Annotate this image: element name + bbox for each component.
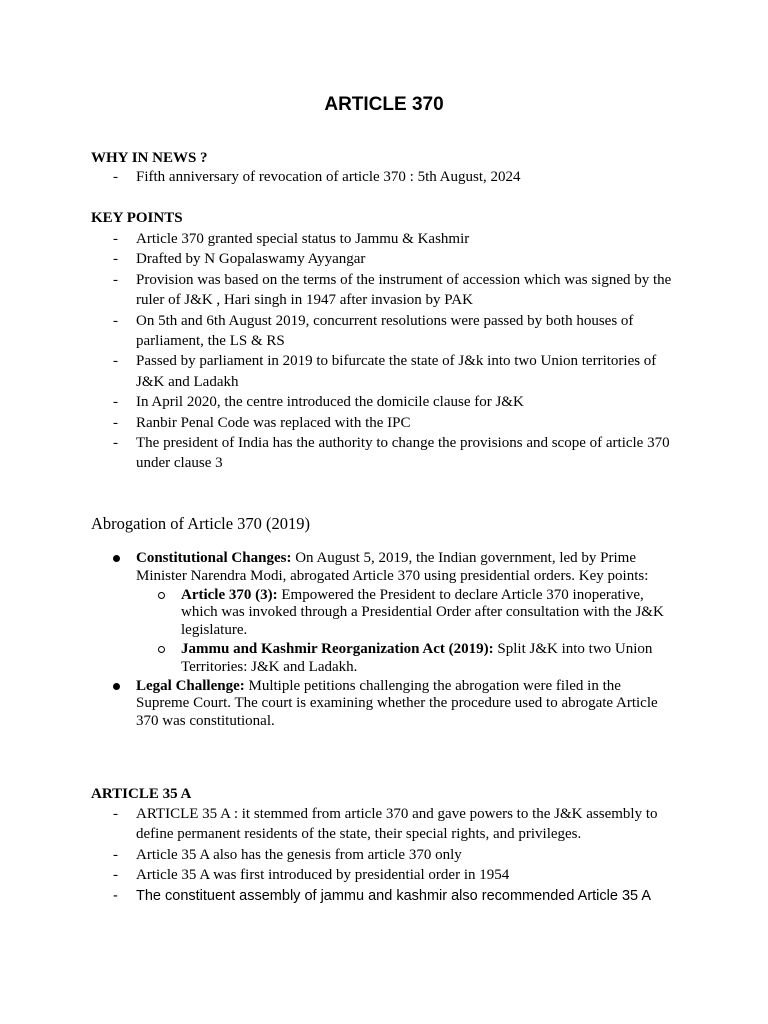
list-item: - On 5th and 6th August 2019, concurrent resolutions were passed by both houses of parliament, the LS & RS — [0, 311, 676, 352]
list-item: - The president of India has the authority to change the provisions and scope of article 370 under clause 3 — [0, 433, 676, 474]
list-item: - ARTICLE 35 A : it stemmed from article 370 and gave powers to the J&K assembly to define permanent residents of the state, their special rights, and privileges. — [0, 804, 676, 845]
item-text: Split J&K into two Union Territories: J&K and Ladakh. — [181, 640, 653, 675]
why-in-news-heading: WHY IN NEWS ? — [91, 150, 208, 166]
list-item: - Fifth anniversary of revocation of article 370 : 5th August, 2024 — [0, 167, 676, 187]
why-in-news-list — [0, 167, 768, 187]
key-points-list — [0, 229, 768, 474]
item-text: On August 5, 2019, the Indian government, led by Prime Minister Narendra Modi, abrogated Article 370 using presidential orders. Key points: — [136, 550, 649, 584]
list-item-constitutional-changes — [0, 550, 666, 586]
item-label: Article 370 (3): — [181, 586, 278, 603]
list-item: - Passed by parliament in 2019 to bifurcate the state of J&k into two Union territories of J&K and Ladakh — [0, 351, 676, 392]
item-label: Legal Challenge: — [136, 677, 245, 694]
list-item-legal-challenge — [0, 678, 666, 731]
bullet-dot-icon — [113, 683, 120, 690]
list-item: - The constituent assembly of jammu and kashmir also recommended Article 35 A — [0, 886, 676, 906]
article-35a-heading: ARTICLE 35 A — [91, 786, 192, 802]
item-label: Jammu and Kashmir Reorganization Act (2019): — [181, 640, 494, 657]
bullet-circle-icon — [158, 646, 165, 653]
list-item: - Drafted by N Gopalaswamy Ayyangar — [0, 249, 676, 269]
sub-item-article-370-3 — [0, 587, 671, 640]
bullet-dot-icon — [113, 555, 120, 562]
article-35a-list — [0, 804, 768, 906]
sub-item-reorganization-act — [0, 641, 671, 677]
bullet-circle-icon — [158, 592, 165, 599]
list-item: - Article 370 granted special status to Jammu & Kashmir — [0, 229, 676, 249]
list-item: - In April 2020, the centre introduced the domicile clause for J&K — [0, 392, 676, 412]
list-item: - Article 35 A also has the genesis from article 370 only — [0, 845, 676, 865]
key-points-heading: KEY POINTS — [91, 210, 183, 226]
abrogation-list — [0, 550, 768, 732]
list-item: - Ranbir Penal Code was replaced with the IPC — [0, 413, 676, 433]
abrogation-heading: Abrogation of Article 370 (2019) — [91, 514, 311, 533]
list-item: - Article 35 A was first introduced by presidential order in 1954 — [0, 865, 676, 885]
item-text: Empowered the President to declare Article 370 inoperative, which was invoked through a Presidential Order after consultation with the J&K legislature. — [181, 586, 664, 639]
item-text: Multiple petitions challenging the abrogation were filed in the Supreme Court. The court is examining whether the procedure used to abrogate Article 370 was constitutional. — [136, 677, 658, 730]
page-title: ARTICLE 370 — [324, 94, 444, 115]
list-item: - Provision was based on the terms of the instrument of accession which was signed by the ruler of J&K , Hari singh in 1947 after invasion by PAK — [0, 270, 676, 311]
item-label: Constitutional Changes: — [136, 550, 292, 566]
